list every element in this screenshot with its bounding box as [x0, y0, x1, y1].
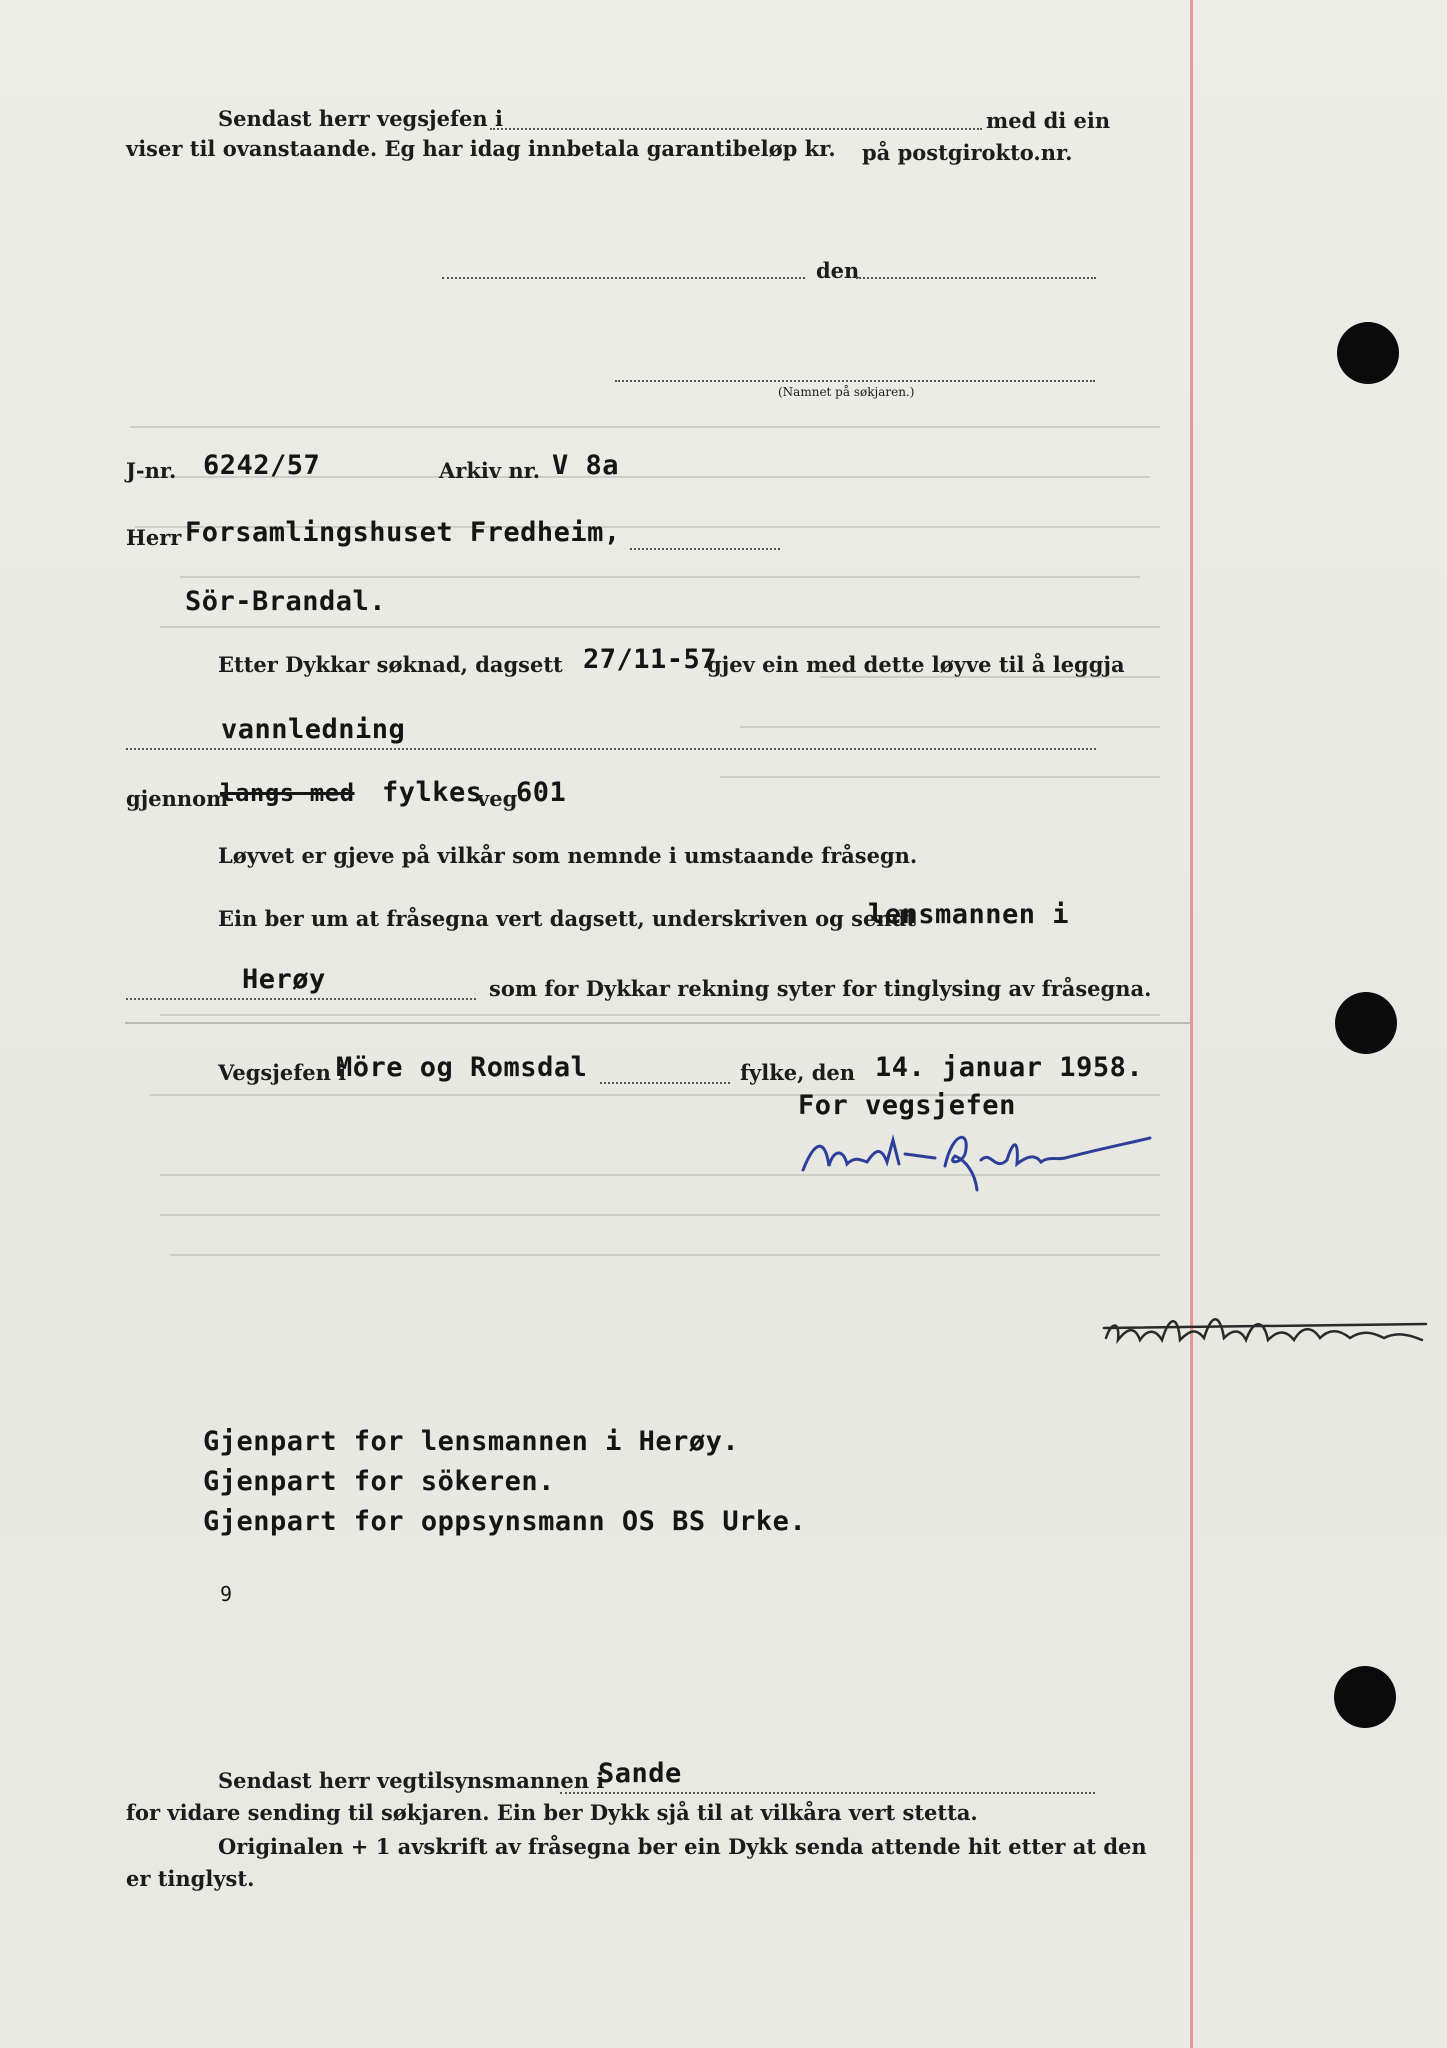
header-sent-line-c: viser til ovanstaande. Eg har idag innbetala garantibeløp kr. — [126, 136, 836, 161]
margin-scribble — [1100, 1300, 1430, 1360]
dotted-fill-line — [856, 277, 1096, 279]
application-prefix: Etter Dykkar søknad, dagsett — [218, 652, 563, 677]
footer-line-3: Originalen + 1 avskrift av fråsegna ber ein Dykk senda attende hit etter at den — [218, 1834, 1147, 1859]
applicant-name-note: (Namnet på søkjaren.) — [778, 385, 915, 399]
jnr-label: J-nr. — [126, 458, 177, 483]
dotted-fill-line — [560, 1792, 1095, 1794]
footer-sent-to-value: Sande — [598, 1758, 682, 1789]
footer-sent-to-label: Sendast herr vegtilsynsmannen i — [218, 1768, 605, 1793]
copy-line-1: Gjenpart for lensmannen i Herøy. — [203, 1426, 740, 1457]
request-line: Ein ber um at fråsegna vert dagsett, underskriven og sendt — [218, 906, 917, 931]
registration-line: som for Dykkar rekning syter for tinglysing av fråsegna. — [489, 976, 1152, 1001]
route-value: fylkes — [382, 777, 483, 808]
dotted-fill-line — [490, 128, 982, 130]
recipient-place: Sör-Brandal. — [185, 586, 387, 617]
registration-place: Herøy — [242, 964, 326, 995]
route-veg-number: 601 — [516, 777, 567, 808]
dotted-fill-line — [126, 998, 476, 1000]
signoff-label-a: Vegsjefen i — [218, 1060, 347, 1085]
signoff-for-line: For vegsjefen — [798, 1090, 1016, 1121]
dotted-fill-line — [630, 548, 780, 550]
copy-line-2: Gjenpart for sökeren. — [203, 1466, 555, 1497]
red-margin-line — [1190, 0, 1193, 2048]
conditions-line: Løyvet er gjeve på vilkår som nemnde i umstaande fråsegn. — [218, 843, 918, 868]
dotted-fill-line — [615, 380, 1095, 382]
herr-label: Herr — [126, 525, 182, 550]
signoff-label-b: fylke, den — [740, 1060, 856, 1085]
route-value-struck: langs med — [220, 779, 355, 807]
route-label: gjennom — [126, 786, 229, 811]
misc-mark: 9 — [220, 1582, 233, 1606]
jnr-value: 6242/57 — [203, 450, 321, 481]
handwritten-signature — [795, 1120, 1155, 1200]
signoff-county: Möre og Romsdal — [336, 1052, 588, 1083]
footer-line-4: er tinglyst. — [126, 1866, 255, 1891]
arkiv-value: V 8a — [552, 450, 620, 481]
recipient-name: Forsamlingshuset Fredheim, — [185, 517, 621, 548]
application-date: 27/11-57 — [583, 644, 718, 675]
punch-hole-bottom — [1334, 1666, 1396, 1728]
header-sent-line-a: Sendast herr vegsjefen i — [218, 106, 503, 131]
application-suffix: gjev ein med dette løyve til å leggja — [707, 652, 1125, 677]
signoff-date: 14. januar 1958. — [875, 1052, 1144, 1083]
header-sent-line-d: på postgirokto.nr. — [862, 140, 1073, 165]
dotted-fill-line — [442, 277, 805, 279]
dotted-fill-line — [600, 1082, 730, 1084]
header-den: den — [816, 258, 860, 283]
punch-hole-middle — [1335, 992, 1397, 1054]
footer-line-2: for vidare sending til søkjaren. Ein ber Dykk sjå til at vilkåra vert stetta. — [126, 1800, 978, 1825]
dotted-fill-line — [126, 748, 1096, 750]
route-veg-label: veg — [477, 786, 518, 811]
header-sent-line-b: med di ein — [986, 108, 1111, 133]
request-target: lensmannen i — [868, 899, 1070, 930]
arkiv-label: Arkiv nr. — [439, 458, 541, 483]
work-description: vannledning — [221, 714, 406, 745]
punch-hole-top — [1337, 322, 1399, 384]
copy-line-3: Gjenpart for oppsynsmann OS BS Urke. — [203, 1506, 807, 1537]
